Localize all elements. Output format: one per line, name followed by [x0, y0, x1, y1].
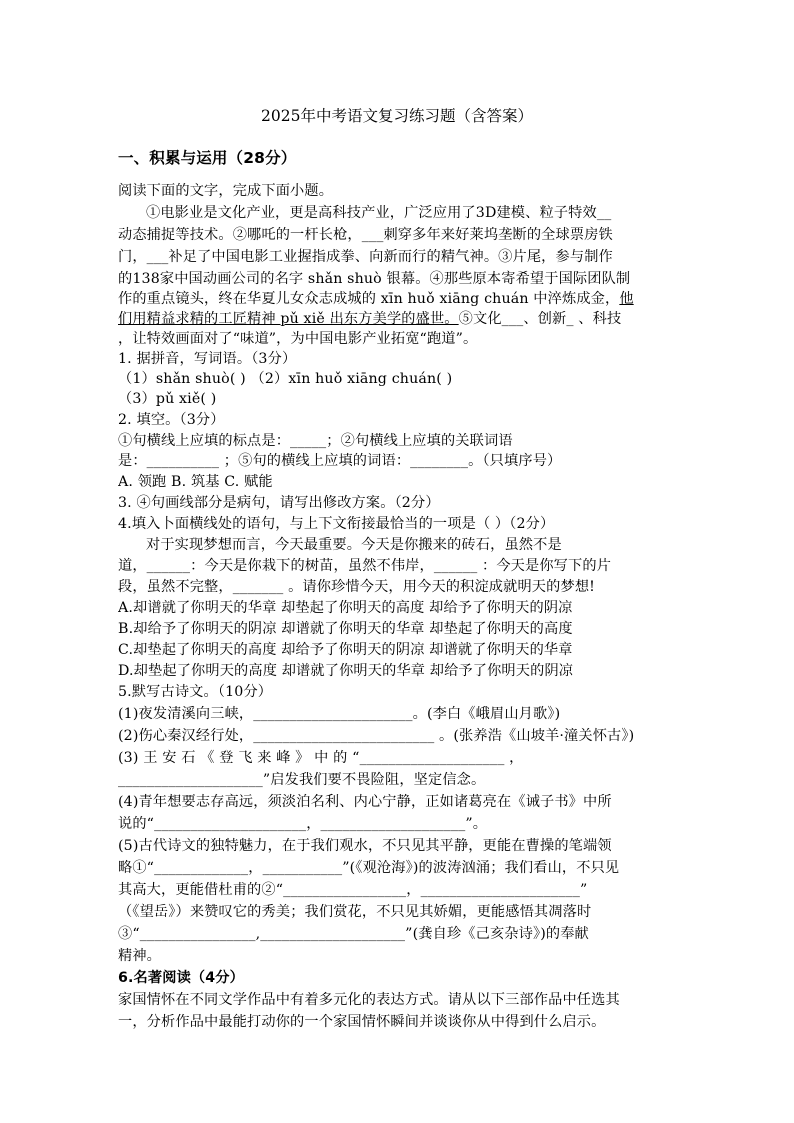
question-5-item: 说的“_____________________，____________________”。: [118, 816, 488, 832]
question-5-item: (3) 王 安 石 《 登 飞 来 峰 》 中 的 “____________________ ，: [118, 750, 524, 766]
passage-line: [118, 289, 678, 309]
passage-line: 的138家中国动画公司的名字 shǎn shuò 银幕。④那些原本寄希望于国际团队制: [118, 271, 631, 287]
question-5-item: ③“________________,____________________”(龚自珍《己亥杂诗》)的奉献: [118, 926, 589, 942]
question-2-line: ①句横线上应填的标点是：_____；②句横线上应填的关联词语: [118, 433, 513, 449]
question-1-item: （1）shǎn shuò( ) （2）xīn huǒ xiāng chuán( ): [118, 371, 453, 387]
question-5-item: ____________________”启发我们要不畏险阻，坚定信念。: [118, 772, 486, 788]
passage-line: [118, 309, 678, 329]
question-5-item: （《望岳》）来赞叹它的秀美；我们赏花，不只见其娇媚，更能感悟其凋落时: [118, 904, 592, 920]
question-5-item: (1)夜发清溪向三峡，______________________。(李白《峨眉山月歌》): [118, 706, 561, 722]
underlined-sentence: 们用精益求精的工匠精神 pǔ xiě 出东方美学的盛世。: [118, 311, 459, 327]
passage-line: ，让特效画面对了“味道”，为中国电影产业拓宽“跑道”。: [118, 331, 478, 347]
option-a: A.却谱就了你明天的华章 却垫起了你明天的高度 却给予了你明天的阴凉: [118, 600, 573, 616]
question-6-text: 一，分析作品中最能打动你的一个家国情怀瞬间并谈谈你从中得到什么启示。: [118, 1014, 606, 1030]
question-4-passage: 道，______：今天是你栽下的树苗，虽然不伟岸，______ ：今天是你写下的片: [118, 558, 612, 574]
question-1-item: （3）pǔ xiě( ): [118, 391, 217, 407]
passage-text: ⑤文化___、创新_ 、科技: [458, 311, 622, 327]
underlined-sentence-start: 他: [619, 291, 634, 307]
question-5-item: (2)伤心秦汉经行处，_________________________ 。(张养浩《山坡羊·潼关怀古》): [118, 728, 635, 744]
question-6-text: 家国情怀在不同文学作品中有着多元化的表达方式。请从以下三部作品中任选其: [118, 992, 620, 1008]
question-6-heading: 6.名著阅读（4分）: [118, 970, 244, 986]
question-5-item: 精神。: [118, 948, 162, 964]
question-2-options: A. 领跑 B. 筑基 C. 赋能: [118, 474, 273, 490]
question-2-line: 是：__________ ；⑤句的横线上应填的词语：________。（只填序号）: [118, 453, 562, 469]
passage-line: 动态捕捉等技术。②哪吒的一杆长枪，___刺穿多年来好莱坞垄断的全球票房铁: [118, 227, 613, 243]
question-5-item: (5)古代诗文的独特魅力，在于我们观水，不只见其平静，更能在曹操的笔端领: [118, 838, 612, 854]
question-1: 1. 据拼音，写词语。（3分）: [118, 351, 297, 367]
question-5: 5.默写古诗文。（10分）: [118, 684, 273, 700]
question-5-item: 其高大，更能借杜甫的②“_________________，______________________”: [118, 882, 588, 898]
question-4-passage: 段，虽然不完整，_______ 。请你珍惜今天，用今天的积淀成就明天的梦想!: [118, 579, 596, 595]
option-b: B.却给予了你明天的阴凉 却谱就了你明天的华章 却垫起了你明天的高度: [118, 621, 573, 637]
passage-line: ①电影业是文化产业，更是高科技产业，广泛应用了3D建模、粒子特效__: [146, 205, 612, 221]
question-4-passage: 对于实现梦想而言，今天最重要。今天是你搬来的砖石，虽然不是: [146, 537, 562, 553]
passage-line: 门，___补足了中国电影工业握指成拳、向新而行的精气神。③片尾，参与制作: [118, 249, 613, 265]
section-heading: 一、积累与运用（28分）: [118, 149, 297, 167]
reading-instruction: 阅读下面的文字，完成下面小题。: [118, 183, 334, 199]
passage-text: 作的重点镜头，终在华夏儿女众志成城的 xīn huǒ xiāng chuán 中淬炼成金，: [118, 291, 620, 307]
question-3: 3. ④句画线部分是病句，请写出修改方案。（2分）: [118, 495, 440, 511]
question-4: 4.填入卜面横线处的语句，与上下文衔接最恰当的一项是（ ）（2分）: [118, 516, 555, 532]
question-5-item: 略①“_____________，___________”(《观沧海》)的波涛汹涌；我们看山，不只见: [118, 860, 620, 876]
document-title: 2025年中考语文复习练习题（含答案）: [261, 107, 533, 125]
question-5-item: (4)青年想要志存高远，须淡泊名利、内心宁静，正如诸葛亮在《诫子书》中所: [118, 794, 612, 810]
option-c: C.却垫起了你明天的高度 却给予了你明天的阴凉 却谱就了你明天的华章: [118, 642, 573, 658]
question-2: 2. 填空。（3分）: [118, 412, 225, 428]
option-d: D.却垫起了你明天的高度 却谱就了你明天的华章 却给予了你明天的阴凉: [118, 663, 574, 679]
